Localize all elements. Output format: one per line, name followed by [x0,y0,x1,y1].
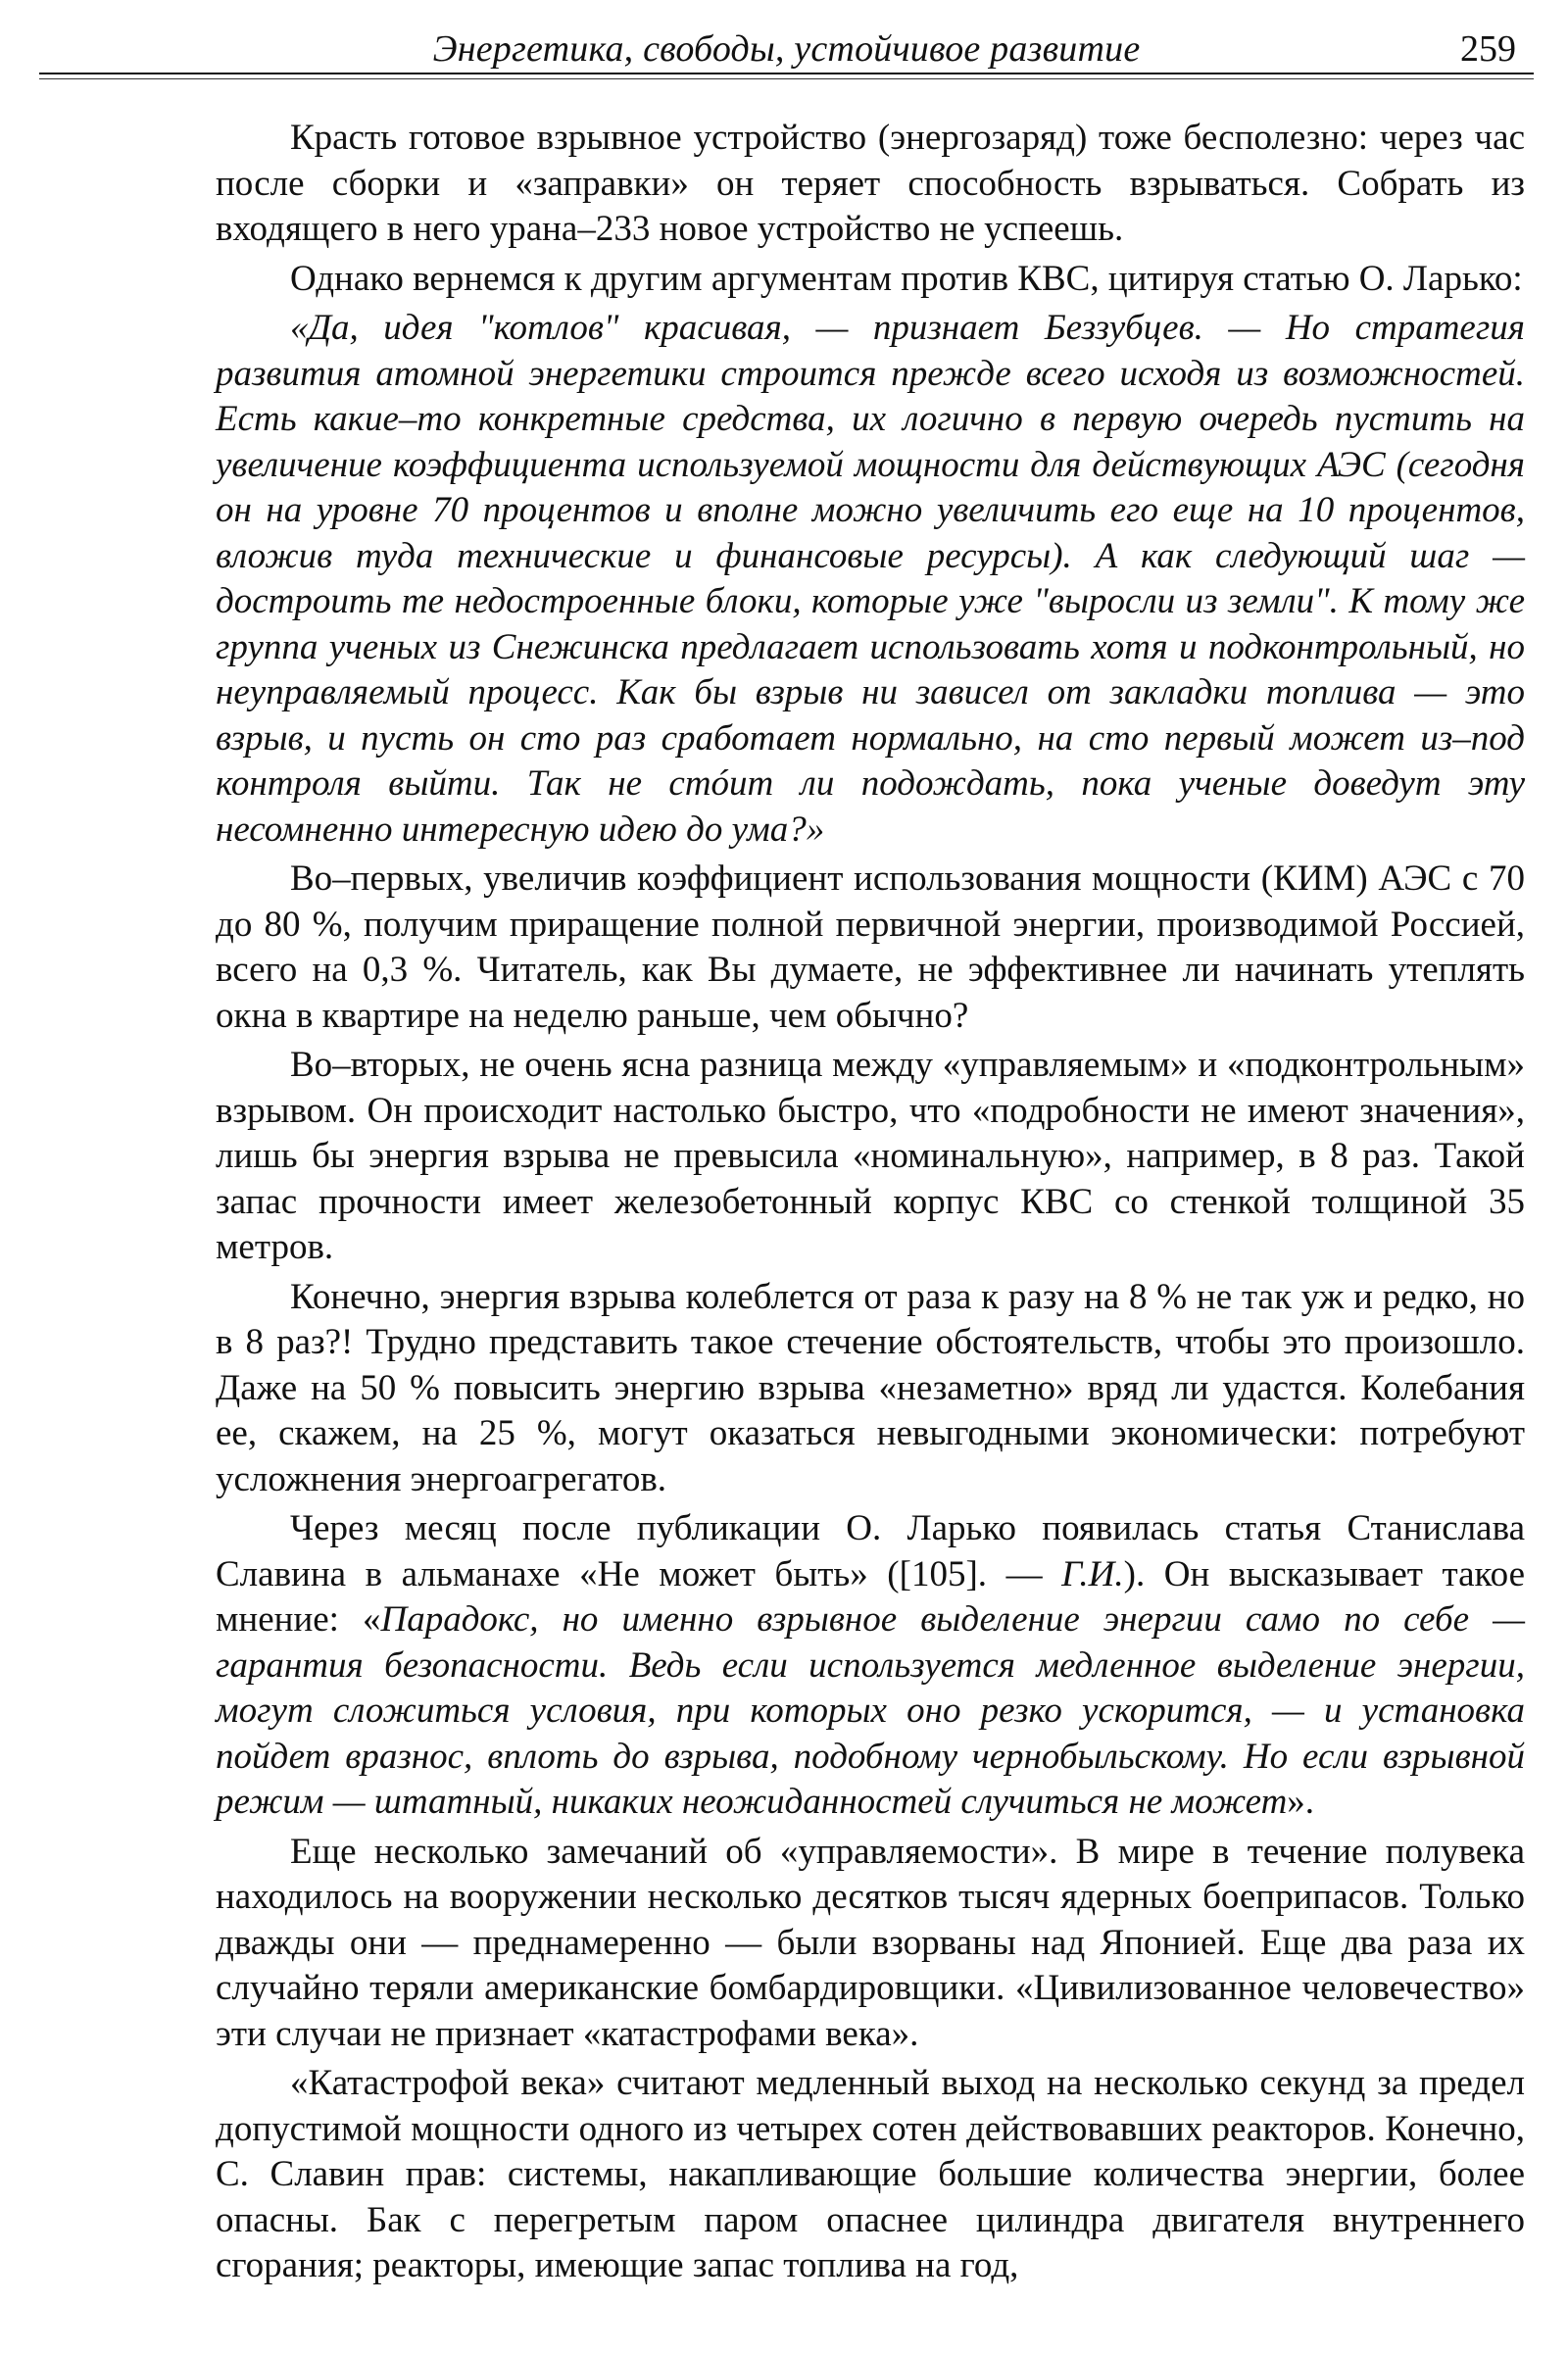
page-number: 259 [1460,28,1516,70]
paragraph-1: Красть готовое взрывное устройство (энергозаряд) тоже бесполезно: через час после сборки и «заправки» он теряет способность взрываться. Собрать из входящего в него урана–233 новое устройство не успеешь. [216,118,1525,249]
p7-text-c: ). Он высказывает такое мнение: « [216,1553,1526,1640]
paragraph-9: «Катастрофой века» считают медленный выход на несколько секунд за предел допустимой мощности одного из четырех сотен действовавших реакторов. Конечно, С. Славин прав: системы, накапливающие большие количества энергии, более опасны. Бак с перегретым паром опаснее цилиндра двигателя внутреннего сгорания; реакторы, имеющие запас топлива на год, [216,2063,1525,2285]
p7-text-e: ». [1287,1782,1315,1822]
header-rule [39,73,1534,74]
paragraph-5: Во–вторых, не очень ясна разница между «управляемым» и «подконтрольным» взрывом. Он происходит настолько быстро, что «подробности не имеют значения», лишь бы энергия взрыва не превысила «номинальную», например, в 8 раз. Такой запас прочности имеет железобетонный корпус КВС со стенкой толщиной 35 метров. [216,1045,1525,1267]
quote-bezzubtsev: «Да, идея "котлов" красивая, — признает Беззубцев. — Но стратегия развития атомной энергетики строится прежде всего исходя из возможностей. Есть какие–то конкретные средства, их логично в первую очередь пустить на увеличение коэффициента используемой мощности для действующих АЭС (сегодня он на уровне 70 процентов и вполне можно увеличить его еще на 10 процентов, вложив туда технические и финансовые ресурсы). А как следующий шаг — достроить те недостроенные блоки, которые уже "выросли из земли". К тому же группа ученых из Снежинска предлагает использовать хотя и подконтрольный, но неуправляемый процесс. Как бы взрыв ни зависел от закладки топлива — это взрыв, и пусть он сто раз сработает нормально, на сто первый может из–под контроля выйти. Так не стóит ли подождать, пока ученые доведут эту несомненно интересную идею до ума?» [216,308,1525,850]
header-rule-thin [39,78,1534,79]
body-text [216,116,1525,2293]
paragraph-7 [216,1506,1525,1826]
paragraph-2: Однако вернемся к другим аргументам против КВС, цитируя статью О. Ларько: [290,258,1523,299]
quote-slavin: Парадокс, но именно взрывное выделение энергии само по себе — гарантия безопасности. Ведь если используется медленное выделение энергии, могут сложиться условия, при которых оно резко ускорится, — и установка пойдет вразнос, вплоть до взрыва, подобному чернобыльскому. Но если взрывной режим — штатный, никаких неожиданностей случиться не может [216,1599,1525,1822]
running-head [39,20,1534,73]
paragraph-4: Во–первых, увеличив коэффициент использования мощности (КИМ) АЭС с 70 до 80 %, получим приращение полной первичной энергии, производимой Россией, всего на 0,3 %. Читатель, как Вы думаете, не эффективнее ли начинать утеплять окна в квартире на неделю раньше, чем обычно? [216,858,1525,1036]
p7-initials: Г.И. [1061,1553,1124,1594]
p7-text-a: Через месяц после публикации О. Ларько появилась статья Станислава Славина в альманахе «Не может быть» ([105]. — [216,1508,1525,1594]
paragraph-8: Еще несколько замечаний об «управляемости». В мире в течение полувека находилось на вооружении несколько десятков тысяч ядерных боеприпасов. Только дважды они — преднамеренно — были взорваны над Японией. Еще два раза их случайно теряли американские бомбардировщики. «Цивилизованное человечество» эти случаи не признает «катастрофами века». [216,1831,1525,2054]
paragraph-6: Конечно, энергия взрыва колеблется от раза к разу на 8 % не так уж и редко, но в 8 раз?! Трудно представить такое стечение обстоятельств, чтобы это произошло. Даже на 50 % повысить энергию взрыва «незаметно» вряд ли удастся. Колебания ее, скажем, на 25 %, могут оказаться невыгодными экономически: потребуют усложнения энергоагрегатов. [216,1276,1525,1499]
running-title: Энергетика, свободы, устойчивое развитие [432,28,1141,70]
